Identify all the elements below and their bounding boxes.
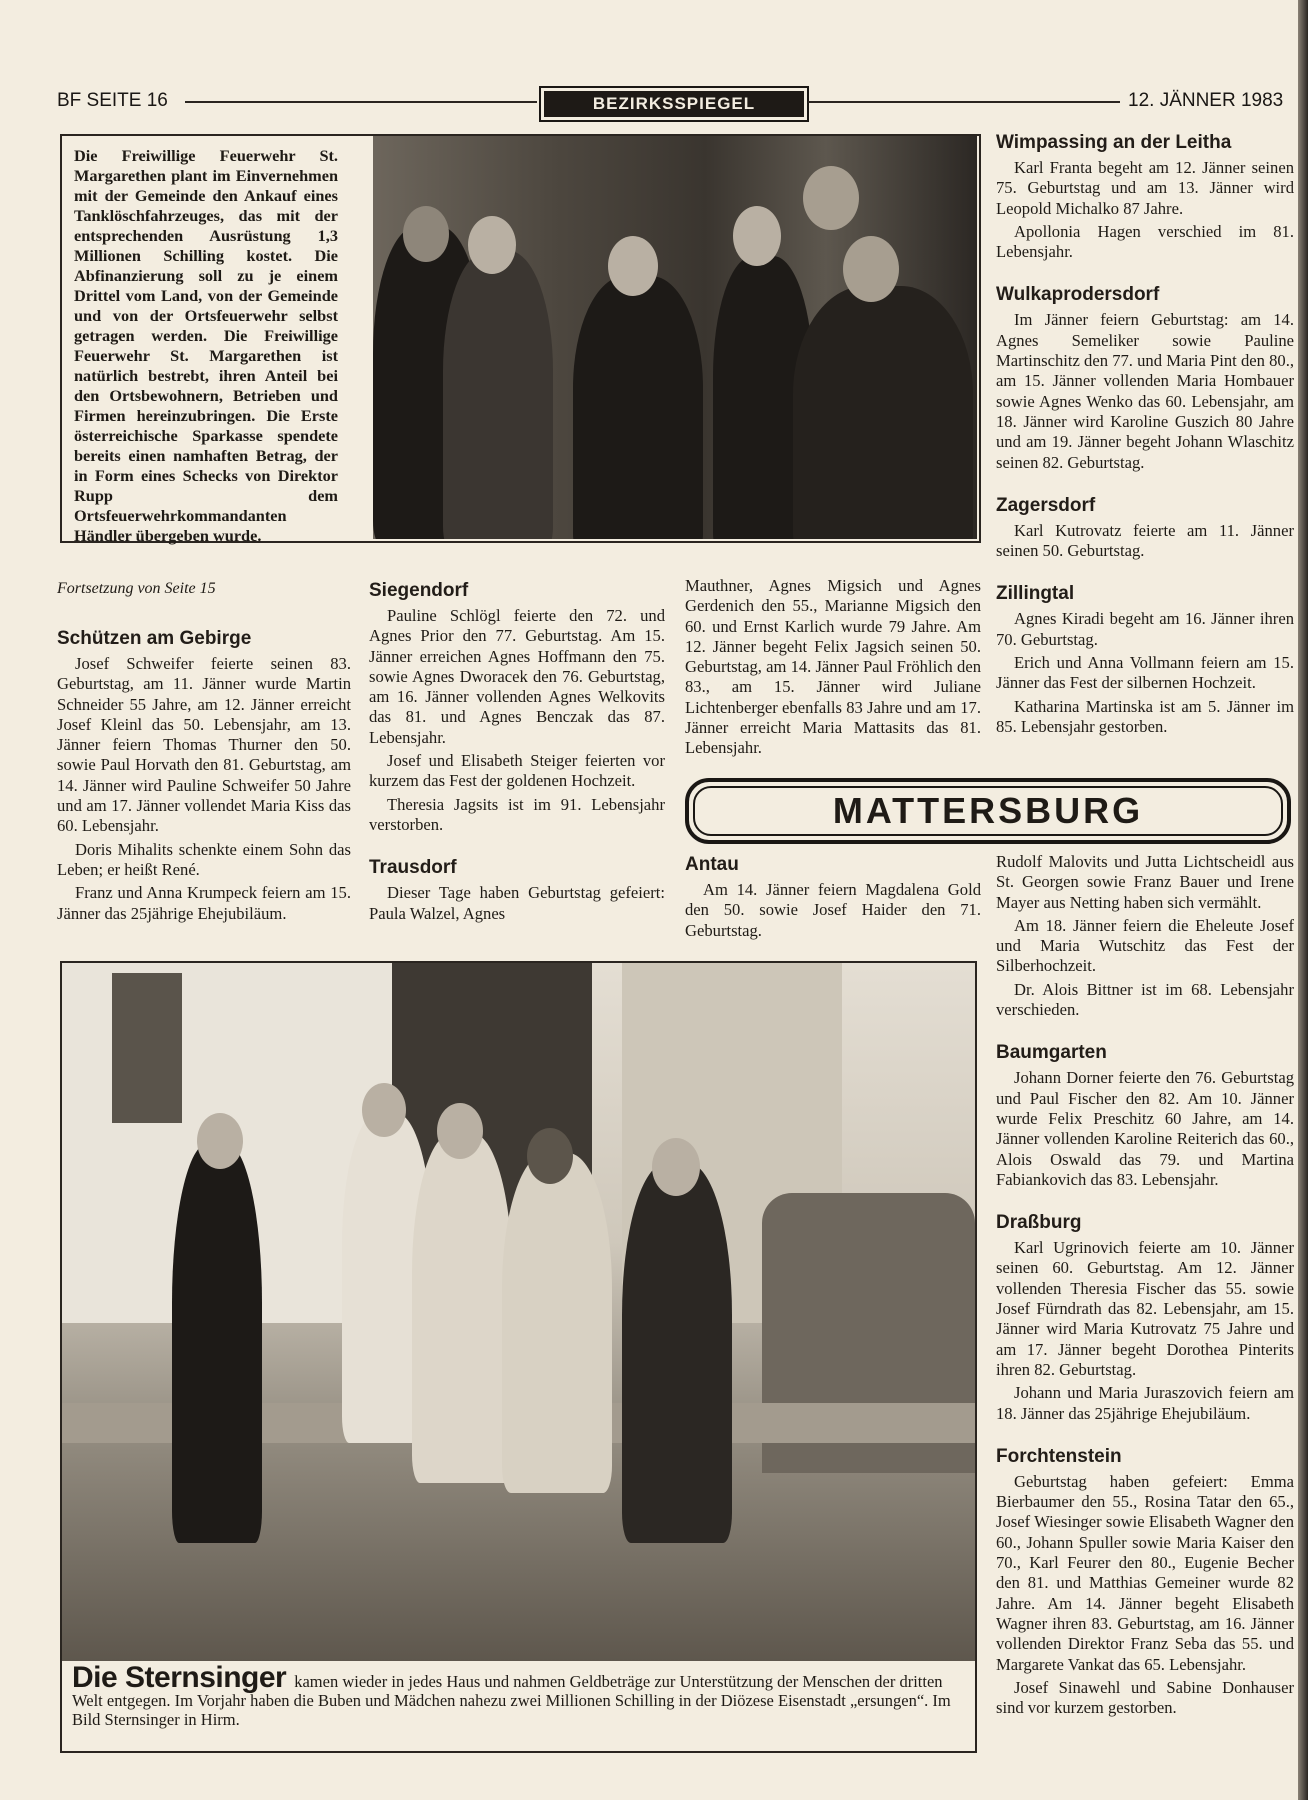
article-heading: Wulkaprodersdorf	[996, 284, 1160, 306]
photo-caption	[72, 1661, 962, 1729]
feature-text: Die Freiwillige Feuerwehr St. Margarethen plant im Einvernehmen mit der Gemeinde den Ankauf eines Tanklöschfahrzeuges, das mit der entsprechenden Ausrüstung 1,3 Millionen Schilling kostet. Die Abfinanzierung soll zu je einem Drittel vom Land, von der Gemeinde und von der Ortsfeuerwehr selbst getragen werden. Die Freiwillige Feuerwehr St. Margarethen ist natürlich bestrebt, ihren Anteil bei den Ortsbewohnern, Betrieben und Firmen hereinzubringen. Die Erste österreichische Sparkasse spendete bereits einen namhaften Betrag, der in Form eines Schecks von Direktor Rupp dem Ortsfeuerwehrkommandanten Händler übergeben wurde.	[74, 146, 338, 545]
article-paragraph: Josef Schweifer feierte seinen 83. Geburtstag, am 11. Jänner wurde Martin Schneider 55 Jahre, am 12. Jänner erreicht Josef Kleinl das 50. Lebensjahr, am 13. Jänner feiern Thomas Thurner den 50. sowie Paul Horvath den 81. Geburtstag, am 14. Jänner wird Pauline Schweifer 50 Jahre und am 17. Jänner vollendet Maria Kiss das 60. Lebensjahr.	[57, 654, 351, 836]
article-paragraph: Franz und Anna Krumpeck feiern am 15. Jänner das 25jährige Ehejubiläum.	[57, 883, 351, 923]
column-right-top	[996, 132, 1294, 762]
article-heading: Forchtenstein	[996, 1445, 1122, 1467]
page-edge	[1298, 0, 1308, 1800]
article-paragraph: Karl Ugrinovich feierte am 10. Jänner seinen 60. Geburtstag. Am 12. Jänner vollenden Theresia Fischer das 55. sowie Josef Fürndrath das 82. Lebensjahr, am 15. Jänner wird Maria Kutrovatz 75 Jahre und am 17. Jänner begeht Dorothea Pinterits ihren 82. Geburtstag.	[996, 1238, 1294, 1379]
article-heading: Draßburg	[996, 1212, 1082, 1234]
photo-window	[112, 973, 182, 1123]
photo-figure-head	[468, 216, 516, 274]
district-banner	[685, 778, 1291, 844]
article-paragraph: Katharina Martinska ist am 5. Jänner im 85. Lebensjahr gestorben.	[996, 696, 1294, 736]
article-section	[369, 580, 665, 835]
article-heading: Wimpassing an der Leitha	[996, 132, 1232, 153]
photo-child-head	[527, 1128, 573, 1184]
article-paragraph: Dieser Tage haben Geburtstag gefeiert: Paula Walzel, Agnes	[369, 883, 665, 923]
article-paragraph: Karl Franta begeht am 12. Jänner seinen 75. Geburtstag und am 13. Jänner wird Leopold Michalko 87 Jahre.	[996, 158, 1294, 218]
article-paragraph: Geburtstag haben gefeiert: Emma Bierbaumer den 55., Rosina Tatar den 65., Josef Wiesinger sowie Elisabeth Wagner den 60., Johann Spuller sowie Maria Kaiser den 70., Karl Feurer den 80., Eugenie Becher den 81. und Matthias Gemeiner wurde 82 Jahre. Am 14. Jänner begeht Elisabeth Wagner ihren 83. Geburtstag, am 16. Jänner vollenden Direktor Franz Seba das 55. und Margarete Vankat das 65. Lebensjahr.	[996, 1471, 1294, 1674]
article-paragraph: Erich und Anna Vollmann feiern am 15. Jänner das Fest der silbernen Hochzeit.	[996, 653, 1294, 693]
article-heading: Zagersdorf	[996, 494, 1096, 516]
header-rule-right	[808, 101, 1120, 103]
article-paragraph: Dr. Alois Bittner ist im 68. Lebensjahr verschieden.	[996, 979, 1294, 1020]
photo-figure-head	[608, 236, 658, 296]
page-number: BF SEITE 16	[57, 90, 168, 111]
article-paragraph: Am 14. Jänner feiern Magdalena Gold den 50. sowie Josef Haider den 71. Geburtstag.	[685, 880, 981, 940]
district-title: MATTERSBURG	[693, 786, 1283, 836]
photo-child	[412, 1133, 512, 1483]
article-heading: Schützen am Gebirge	[57, 628, 252, 649]
article-paragraph: Doris Mihalits schenkte einem Sohn das Leben; er heißt René.	[57, 839, 351, 879]
article-section	[996, 1446, 1294, 1719]
article-paragraph: Am 18. Jänner feiern die Eheleute Josef und Maria Wutschitz das Fest der Silberhochzeit.	[996, 915, 1294, 976]
caption-text: kamen wieder in jedes Haus und nahmen Geldbeträge zur Unterstützung der Menschen der dritten Welt entgegen. Im Vorjahr haben die Buben und Mädchen nahezu zwei Millionen Schilling in der Diözese Eisenstadt „ersungen“. Im Bild Sternsinger in Hirm.	[72, 1672, 951, 1729]
issue-date: 12. JÄNNER 1983	[1128, 90, 1284, 111]
continuation-note: Fortsetzung von Seite 15	[57, 580, 216, 597]
article-heading: Siegendorf	[369, 580, 469, 601]
column-3	[685, 576, 981, 766]
photo-figure-head	[403, 206, 449, 262]
article-paragraph: Josef Sinawehl und Sabine Donhauser sind vor kurzem gestorben.	[996, 1677, 1294, 1718]
article-section	[369, 857, 665, 924]
article-section	[685, 854, 981, 941]
photo-child	[502, 1153, 612, 1493]
photo-figure-head	[733, 206, 781, 266]
article-section	[996, 1042, 1294, 1190]
header-rule-left	[185, 101, 537, 103]
article-paragraph: Josef und Elisabeth Steiger feierten vor kurzem das Fest der goldenen Hochzeit.	[369, 751, 665, 791]
article-heading: Zillingtal	[996, 583, 1075, 605]
column-2	[369, 580, 665, 938]
column-antau	[685, 854, 981, 944]
article-paragraph: Rudolf Malovits und Jutta Lichtscheidl aus St. Georgen sowie Franz Bauer und Irene Mayer aus Netting haben sich vermählt.	[996, 852, 1294, 912]
column-1	[57, 628, 351, 938]
article-heading: Antau	[685, 854, 739, 875]
photo-child	[622, 1163, 732, 1543]
photo-figure	[443, 251, 553, 539]
fire-brigade-photo	[373, 136, 977, 539]
photo-child	[172, 1143, 262, 1543]
photo-child-head	[652, 1138, 700, 1196]
article-paragraph: Theresia Jagsits ist im 91. Lebensjahr verstorben.	[369, 794, 665, 834]
article-section	[996, 132, 1294, 262]
sternsinger-photo	[62, 963, 975, 1661]
section-masthead	[539, 86, 809, 122]
photo-figure	[573, 276, 703, 539]
photo-child-head	[197, 1113, 243, 1169]
article-paragraph: Mauthner, Agnes Migsich und Agnes Gerdenich den 55., Marianne Migsich den 60. und Ernst Karlich wurde 79 Jahre. Am 12. Jänner begeht Felix Jagsich seinen 50. Geburtstag, am 14. Jänner Paul Fröhlich den 83., am 15. Jänner wird Juliane Lichtenberger ebenfalls 83 Jahre und am 17. Jänner erreicht Maria Mattasits das 81. Lebensjahr.	[685, 576, 981, 758]
article-paragraph: Karl Kutrovatz feierte am 11. Jänner seinen 50. Geburtstag.	[996, 520, 1294, 561]
article-paragraph: Im Jänner feiern Geburtstag: am 14. Agnes Semeliker sowie Pauline Martinschitz den 77. und Maria Pint den 80., am 15. Jänner vollenden Maria Hombauer sowie Agnes Wenko das 60. Lebensjahr, am 18. Jänner wird Karoline Guszich 80 Jahre und am 19. Jänner begeht Johann Wlaschitz seinen 82. Geburtstag.	[996, 310, 1294, 472]
article-paragraph: Pauline Schlögl feierte den 72. und Agnes Prior den 77. Geburtstag. Am 15. Jänner erreichen Agnes Hoffmann den 75. sowie Agnes Dworacek den 76. Geburtstag, am 16. Jänner vollenden Agnes Welkovits das 81. und Agnes Benczak das 87. Lebensjahr.	[369, 606, 665, 747]
section-title: BEZIRKSSPIEGEL	[544, 91, 804, 117]
caption-title: Die Sternsinger	[72, 1661, 287, 1694]
article-paragraph: Johann Dorner feierte den 76. Geburtstag und Paul Fischer den 82. Am 10. Jänner wurde Felix Preschitz 60 Jahre, am 14. Jänner vollenden Karoline Reiterich das 60., Alois Oswald das 79. und Martina Fabiankovich das 83. Lebensjahr.	[996, 1068, 1294, 1189]
photo-figure	[793, 286, 973, 539]
article-section	[685, 576, 981, 759]
article-paragraph: Agnes Kiradi begeht am 16. Jänner ihren 70. Geburtstag.	[996, 609, 1294, 649]
article-section	[996, 1212, 1294, 1424]
article-heading: Baumgarten	[996, 1042, 1107, 1064]
article-section	[57, 628, 351, 924]
photo-figure-head	[843, 236, 899, 302]
article-section	[996, 852, 1294, 1020]
article-paragraph: Apollonia Hagen verschied im 81. Lebensjahr.	[996, 221, 1294, 262]
photo-child-head	[362, 1083, 406, 1137]
article-paragraph: Johann und Maria Juraszovich feiern am 18. Jänner das 25jährige Ehejubiläum.	[996, 1383, 1294, 1423]
article-section	[996, 284, 1294, 472]
article-section	[996, 583, 1294, 737]
article-heading: Trausdorf	[369, 857, 457, 879]
article-section	[996, 495, 1294, 562]
photo-child-head	[437, 1103, 483, 1159]
column-right-bottom	[996, 852, 1294, 1757]
photo-figure-head	[803, 166, 859, 230]
